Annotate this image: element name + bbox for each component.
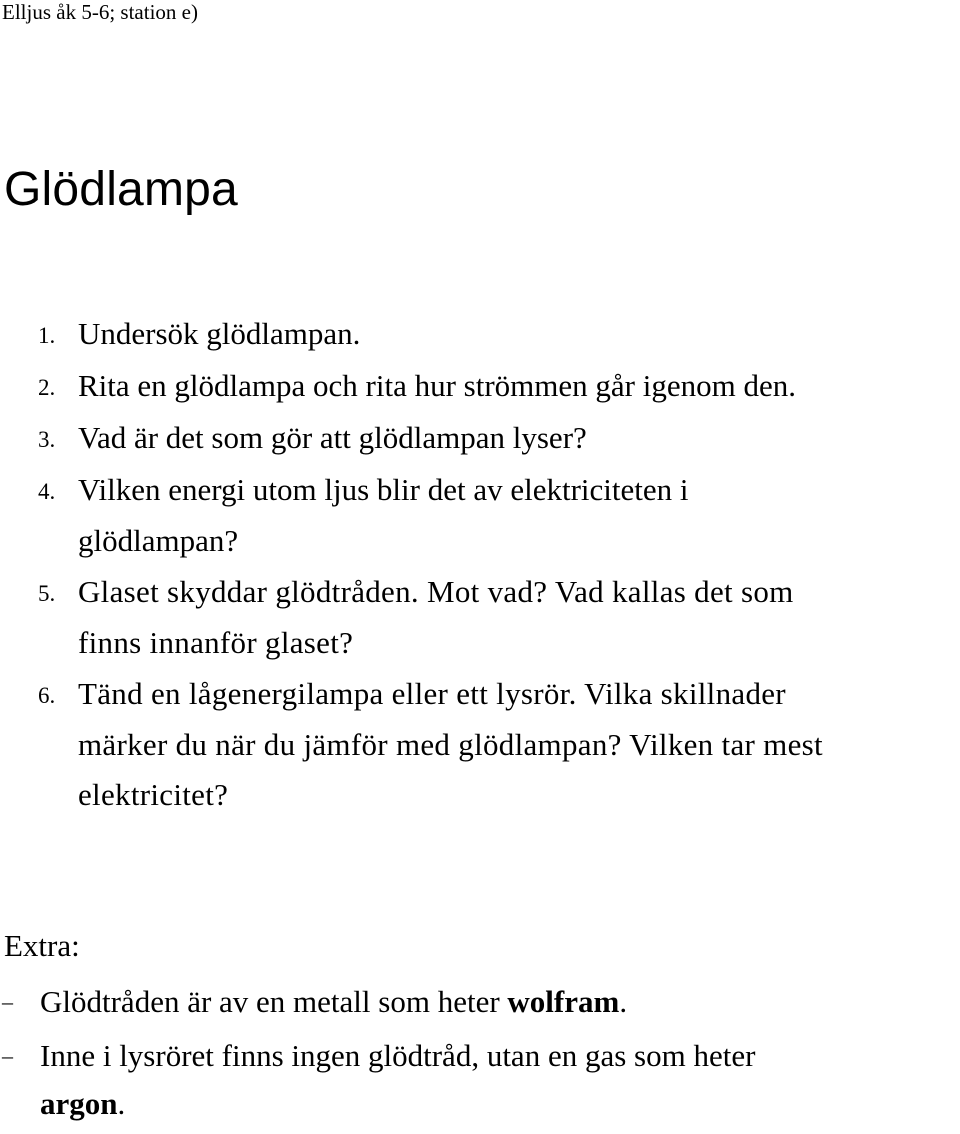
question-text: Undersök glödlampan. bbox=[78, 316, 361, 351]
question-item bbox=[0, 464, 960, 566]
question-text: Vad är det som gör att glödlampan lyser? bbox=[78, 420, 587, 455]
question-text: Vilken energi utom ljus blir det av elektriciteten i bbox=[78, 472, 689, 507]
question-number: 3. bbox=[38, 427, 56, 452]
extra-bullet-item bbox=[0, 1032, 960, 1128]
dash-bullet-icon: – bbox=[2, 989, 13, 1014]
extra-bullet-text: Inne i lysröret finns ingen glödtråd, utan en gas som heter bbox=[40, 1038, 756, 1073]
extra-bullet-bold-term: wolfram bbox=[507, 984, 620, 1019]
question-text: Glaset skyddar glödtråden. Mot vad? Vad kallas det som bbox=[78, 574, 794, 609]
question-item bbox=[0, 360, 960, 412]
question-number: 5. bbox=[38, 581, 56, 606]
question-item bbox=[0, 308, 960, 360]
extra-bullet-tail: . bbox=[619, 984, 628, 1019]
question-item bbox=[0, 412, 960, 464]
extra-bullet-text: Glödtråden är av en metall som heter bbox=[40, 984, 508, 1019]
page-title: Glödlampa bbox=[4, 163, 238, 216]
question-text: Tänd en lågenergilampa eller ett lysrör. Vilka skillnader bbox=[78, 676, 786, 711]
question-number: 1. bbox=[38, 323, 56, 348]
extra-bullet-list bbox=[0, 978, 960, 1134]
question-number: 2. bbox=[38, 375, 56, 400]
question-list bbox=[0, 308, 960, 820]
question-item bbox=[0, 668, 960, 820]
question-item bbox=[0, 566, 960, 668]
question-text-continued: glödlampan? bbox=[78, 523, 239, 558]
extra-bullet-item bbox=[0, 978, 960, 1026]
question-text: Rita en glödlampa och rita hur strömmen går igenom den. bbox=[78, 368, 796, 403]
question-number: 4. bbox=[38, 479, 56, 504]
extra-label: Extra: bbox=[4, 928, 80, 963]
question-text-continued: elektricitet? bbox=[78, 777, 229, 812]
question-number: 6. bbox=[38, 683, 56, 708]
page-header: Elljus åk 5-6; station e) bbox=[2, 0, 198, 24]
extra-bullet-bold-term: argon bbox=[40, 1086, 118, 1121]
extra-bullet-tail: . bbox=[117, 1086, 126, 1121]
dash-bullet-icon: – bbox=[2, 1043, 13, 1068]
question-text-continued: märker du när du jämför med glödlampan? Vilken tar mest bbox=[78, 727, 823, 762]
question-text-continued: finns innanför glaset? bbox=[78, 625, 354, 660]
